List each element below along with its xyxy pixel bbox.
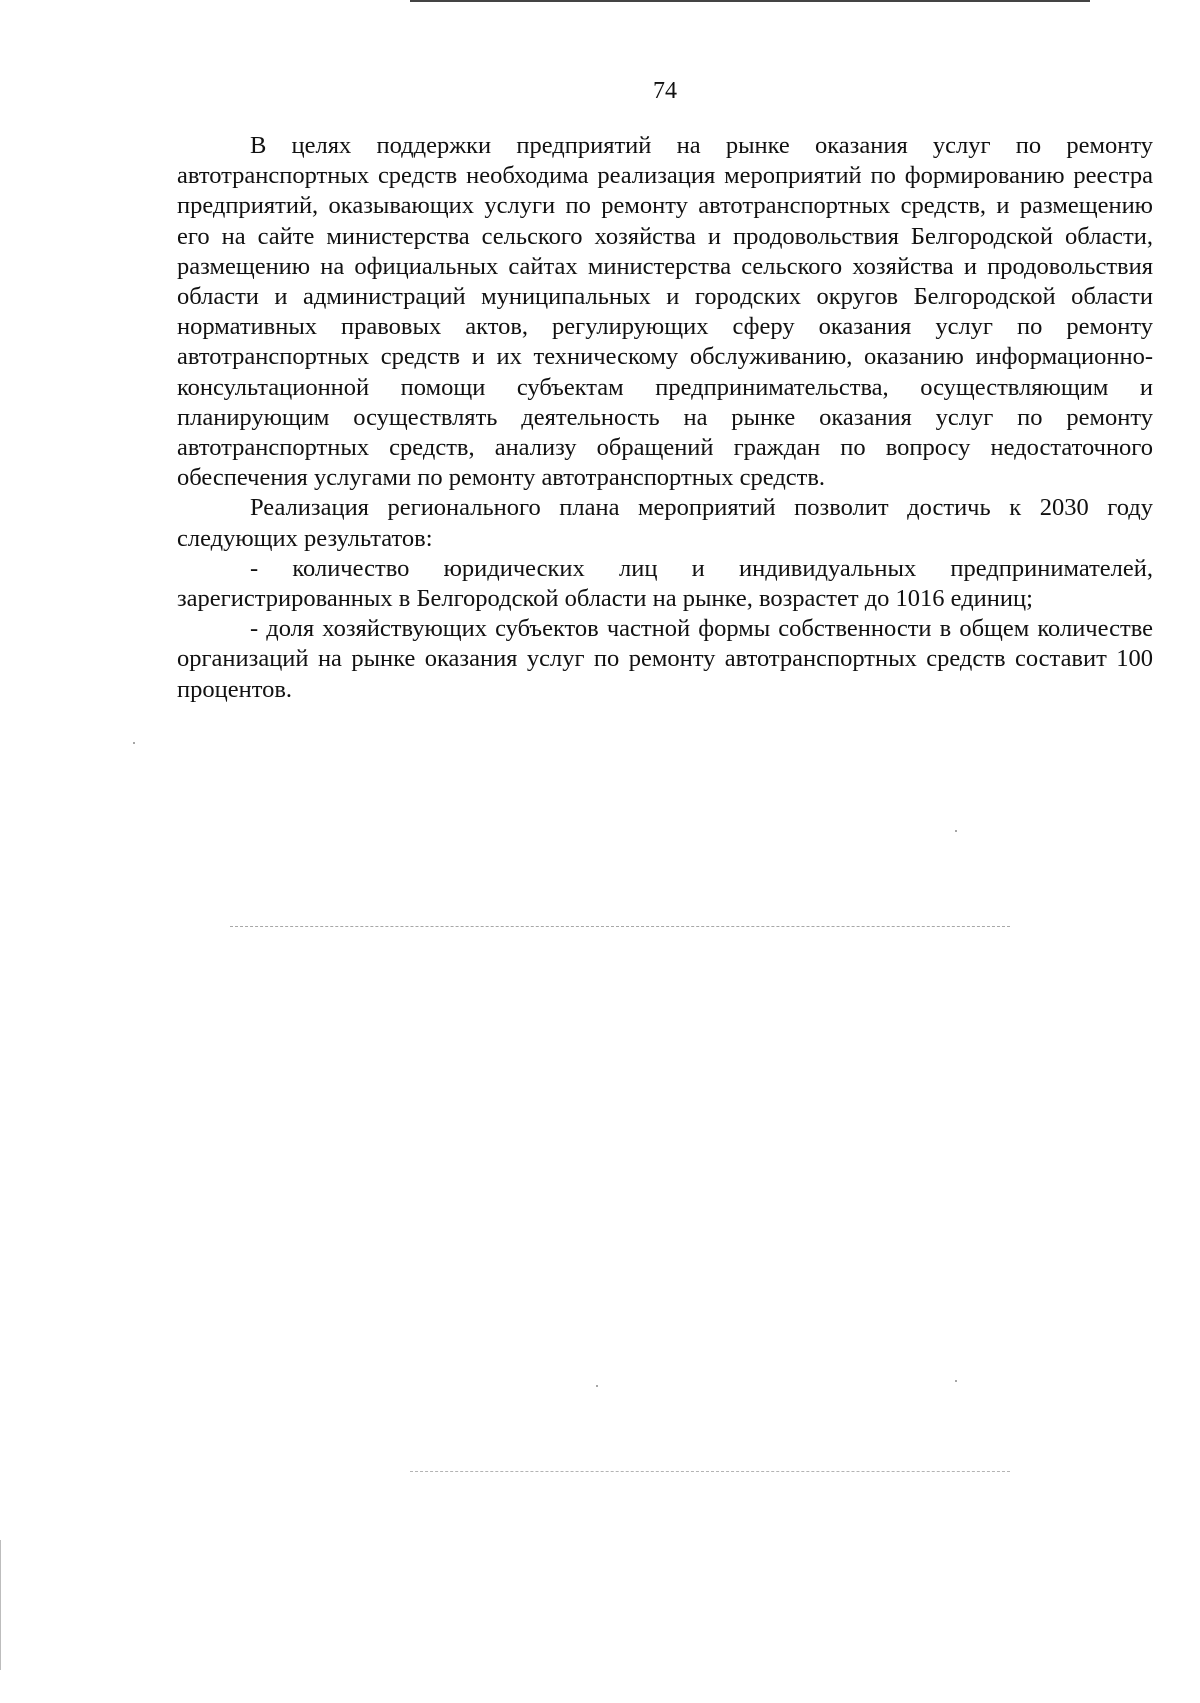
scan-artifact-dot [596, 1385, 598, 1387]
paragraph-intro: В целях поддержки предприятий на рынке оказания услуг по ремонту автотранспортных средств необходима реализация мероприятий по формированию реестра предприятий, оказывающих услуги по ремонту автотранспортных средств, и размещению его на сайте министерства сельского хозяйства и продовольствия Белгородской области, размещению на официальных сайтах министерства сельского хозяйства и продовольствия области и администраций муниципальных и городских округов Белгородской области нормативных правовых актов, регулирующих сферу оказания услуг по ремонту автотранспортных средств и их техническому обслуживанию, оказанию информационно-консультационной помощи субъектам предпринимательства, осуществляющим и планирующим осуществлять деятельность на рынке оказания услуг по ремонту автотранспортных средств, анализу обращений граждан по вопросу недостаточного обеспечения услугами по ремонту автотранспортных средств. [177, 132, 1153, 492]
paragraph-results-lead: Реализация регионального плана мероприятий позволит достичь к 2030 году следующих результатов: [177, 494, 1153, 552]
result-item-private-share: - доля хозяйствующих субъектов частной формы собственности в общем количестве организаций на рынке оказания услуг по ремонту автотранспортных средств составит 100 процентов. [177, 615, 1153, 703]
page-number: 74 [653, 78, 677, 104]
document-body [177, 131, 1153, 705]
scan-artifact-dot [955, 1380, 957, 1382]
scan-artifact-line [410, 1471, 1010, 1472]
scan-artifact-dot [133, 742, 135, 744]
top-edge-rule [410, 0, 1090, 2]
scan-artifact-dot [955, 830, 957, 832]
scan-artifact-line [230, 926, 1010, 927]
scan-edge-mark [0, 1540, 1, 1670]
result-item-legal-entities: - количество юридических лиц и индивидуальных предпринимателей, зарегистрированных в Белгородской области на рынке, возрастет до 1016 единиц; [177, 554, 1153, 613]
